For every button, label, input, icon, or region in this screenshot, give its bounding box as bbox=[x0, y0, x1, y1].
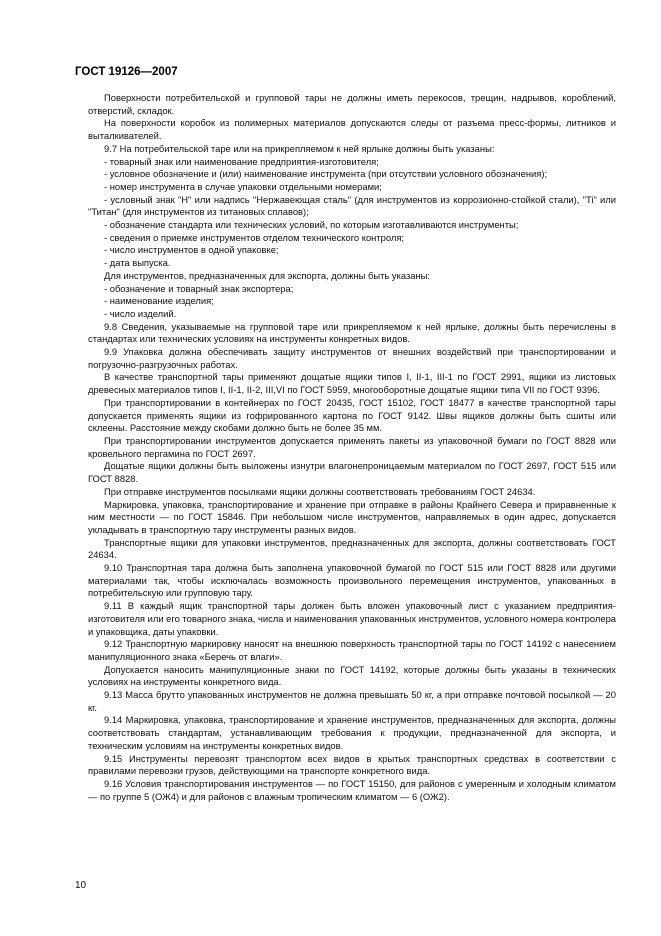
paragraph: Для инструментов, предназначенных для экспорта, должны быть указаны: bbox=[104, 269, 431, 281]
clause-9-13: 9.13 Масса брутто упакованных инструментов не должна превышать 50 кг, а при отправке почтовой посылкой — 20 кг. bbox=[88, 689, 616, 713]
clause-9-7: 9.7 На потребительской таре или на прикрепляемом к ней ярлыке должны быть указаны: bbox=[104, 142, 495, 154]
list-item: - наименование изделия; bbox=[104, 295, 214, 307]
page-number: 10 bbox=[75, 880, 87, 891]
paragraph: При транспортировании инструментов допускается применять пакеты из упаковочной бумаги по ГОСТ 8828 или кровельного пергамина по ГОСТ 2697. bbox=[88, 434, 616, 459]
paragraph: Маркировка, упаковка, транспортирование и хранение при отправке в районы Крайнего Севера и приравненные к ним местности — по ГОСТ 15846. При небольшом числе инструментов, направляемых в один адрес, допускается укладывать в транспортную тару инструменты разных видов. bbox=[88, 498, 616, 535]
paragraph: Дощатые ящики должны быть выложены изнутри влагонепроницаемым материалом по ГОСТ 2697, ГОСТ 515 или ГОСТ 8828. bbox=[88, 460, 616, 485]
paragraph: В качестве транспортной тары применяют дощатые ящики типов I, II-1, III-1 по ГОСТ 2991, ящики из листовых древесных материалов типов I, II-1, II-2, III,VI по ГОСТ 5959, многооборотные дощатые ящики типа VII по ГОСТ 9396. bbox=[88, 371, 616, 396]
clause-9-12: 9.12 Транспортную маркировку наносят на внешнюю поверхность транспортной тары по ГОСТ 14192 с нанесением манипуляционного знака «Беречь от влаги». bbox=[88, 638, 616, 662]
clause-9-8: 9.8 Сведения, указываемые на групповой таре или прикрепляемом к ней ярлыке, должны быть перечислены в стандартах или технических условиях на инструменты конкретных видов. bbox=[88, 320, 616, 345]
document-header: ГОСТ 19126—2007 bbox=[75, 66, 178, 78]
list-item: - дата выпуска. bbox=[104, 257, 171, 269]
clause-9-16: 9.16 Условия транспортирования инструментов — по ГОСТ 15150, для районов с умеренным и холодным климатом — по группе 5 (ОЖ4) и для районов с влажным тропическим климатом — 6 (ОЖ2). bbox=[88, 777, 616, 802]
list-item: - число изделий. bbox=[104, 307, 177, 319]
clause-9-11: 9.11 В каждый ящик транспортной тары должен быть вложен упаковочный лист с указанием предприятия-изготовителя или его товарного знака, числа и наименования упакованных инструментов, условного номера контролера и упаковщика, даты упаковки. bbox=[88, 600, 616, 637]
paragraph: При транспортировании в контейнерах по ГОСТ 20435, ГОСТ 15102, ГОСТ 18477 в качестве транспортной тары допускается применять ящики из гофрированного картона по ГОСТ 9142. Швы ящиков должны быть сшиты или склеены. Расстояние между скобами должно быть не более 35 мм. bbox=[88, 396, 616, 434]
paragraph: Транспортные ящики для упаковки инструментов, предназначенных для экспорта, должны соответствовать ГОСТ 24634. bbox=[88, 536, 616, 561]
paragraph: На поверхности коробок из полимерных материалов допускаются следы от разъема пресс-формы, литников и выталкивателей. bbox=[88, 117, 616, 142]
paragraph: Допускается наносить манипуляционные знаки по ГОСТ 14192, которые должны быть указаны в технических условиях на инструменты конкретного вида. bbox=[88, 663, 616, 688]
list-item: - товарный знак или наименование предприятия-изготовителя; bbox=[104, 155, 379, 167]
paragraph: При отправке инструментов посылками ящики должны соответствовать требованиям ГОСТ 24634. bbox=[104, 485, 536, 497]
list-item: - обозначение и товарный знак экспортера; bbox=[104, 282, 294, 294]
list-item: - сведения о приемке инструментов отделом технического контроля; bbox=[104, 231, 405, 243]
clause-9-15: 9.15 Инструменты перевозят транспортом всех видов в крытых транспортных средствах в соответствии с правилами перевозки грузов, действующими на транспорте конкретного вида. bbox=[88, 752, 616, 777]
list-item: - условное обозначение и (или) наименование инструмента (при отсутствии условного обозначения); bbox=[104, 168, 548, 180]
list-item: - обозначение стандарта или технических условий, по которым изготавливаются инструменты; bbox=[104, 219, 519, 231]
clause-9-9: 9.9 Упаковка должна обеспечивать защиту инструментов от внешних воздействий при транспортировании и погрузочно-разгрузочных работах. bbox=[88, 346, 616, 370]
clause-9-14: 9.14 Маркировка, упаковка, транспортирование и хранение инструментов, предназначенных для экспорта, должны соответствовать стандартам, устанавливающим требования к продукции, предназначенной для экспорта, и техническим условиям на инструменты конкретных видов. bbox=[88, 714, 616, 751]
list-item: - условный знак "Н" или надпись "Нержавеющая сталь" (для инструментов из коррозионно-стойкой стали), "Ti" или "Титан" (для инструментов из титановых сплавов); bbox=[88, 193, 616, 218]
clause-9-10: 9.10 Транспортная тара должна быть заполнена упаковочной бумагой по ГОСТ 515 или ГОСТ 8828 или другими материалами так, чтобы исключалась возможность произвольного перемещения инструментов, упакованных в потребительскую или групповую тару. bbox=[88, 562, 616, 599]
document-body bbox=[88, 92, 616, 803]
list-item: - число инструментов в одной упаковке; bbox=[104, 244, 279, 256]
paragraph: Поверхности потребительской и групповой тары не должны иметь перекосов, трещин, надрывов, короблений, отверстий, складок. bbox=[88, 92, 616, 116]
list-item: - номер инструмента в случае упаковки отдельными номерами; bbox=[104, 180, 382, 192]
